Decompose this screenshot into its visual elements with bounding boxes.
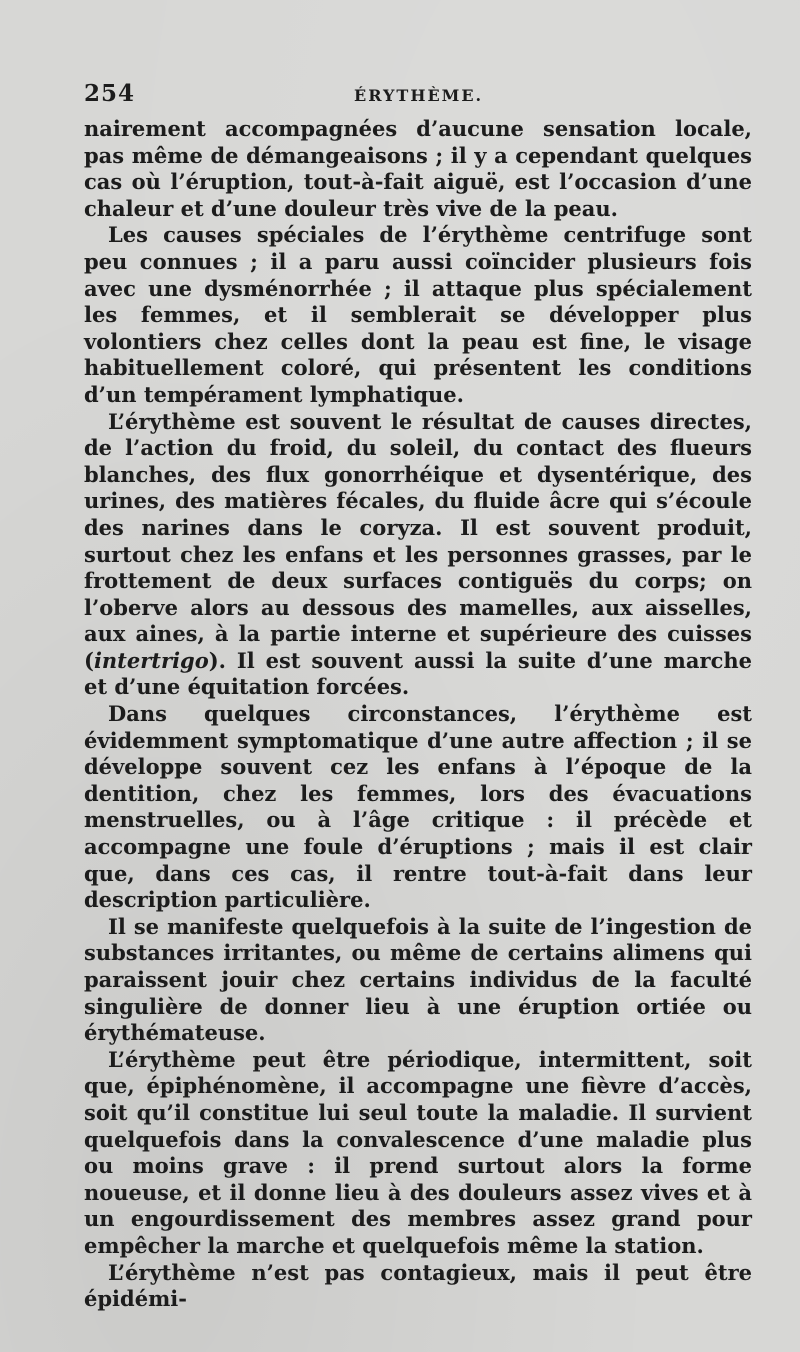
- paragraph-1: nairement accompagnées d’aucune sensation locale, pas même de démangeaisons ; il y a cependant quelques cas où l’éruption, tout-à-fait aiguë, est l’occasion d’une chaleur et d’une douleur très vive de la peau.: [84, 116, 752, 221]
- paragraph-4: Dans quelques circonstances, l’érythème est évidemment symptomatique d’une autre affection ; il se développe souvent cez les enfans à l’époque de la dentition, chez les femmes, lors des évacuations menstruelles, ou à l’âge critique : il précède et accompagne une foule d’éruptions ; mais il est clair que, dans ces cas, il rentre tout-à-fait dans leur description particulière.: [84, 701, 752, 913]
- page-number: 254: [84, 80, 136, 107]
- paragraph-5: Il se manifeste quelquefois à la suite de l’ingestion de substances irritantes, ou même de certains alimens qui paraissent jouir chez certains individus de la faculté singulière de donner lieu à une éruption ortiée ou érythémateuse.: [84, 913, 752, 1046]
- paragraph-2: Les causes spéciales de l’érythème centrifuge sont peu connues ; il a paru aussi coïncider plusieurs fois avec une dysménorrhée ; il attaque plus spécialement les femmes, et il semblerait se développer plus volontiers chez celles dont la peau est fine, le visage habituellement coloré, qui présentent les conditions d’un tempérament lymphatique.: [84, 222, 752, 407]
- paragraph-6: L’érythème peut être périodique, intermittent, soit que, épiphénomène, il accompagne une fièvre d’accès, soit qu’il constitue lui seul toute la maladie. Il survient quelquefois dans la convalescence d’une maladie plus ou moins grave : il prend surtout alors la forme noueuse, et il donne lieu à des douleurs assez vives et à un engourdissement des membres assez grand pour empêcher la marche et quelquefois même la station.: [84, 1046, 752, 1258]
- paragraph-3-text-before: L’érythème est souvent le résultat de causes directes, de l’action du froid, du soleil, du contact des flueurs blanches, des flux gonorrhéique et dysentérique, des urines, des matières fécales, du fluide âcre qui s’écoule des narines dans le coryza. Il est souvent produit, surtout chez les enfans et les personnes grasses, par le frottement de deux surfaces contiguës du corps; on l’oberve alors au dessous des mamelles, aux aisselles, aux aines, à la partie interne et supérieure des cuisses (: [84, 408, 752, 673]
- page-header: [84, 80, 752, 114]
- body-text: [84, 116, 752, 1313]
- paragraph-3-text-after: ). Il est souvent aussi la suite d’une marche et d’une équitation forcées.: [84, 647, 752, 700]
- paragraph-7: L’érythème n’est pas contagieux, mais il peut être épidémi-: [84, 1259, 752, 1312]
- paragraph-3: [84, 409, 752, 702]
- paragraph-3-italic-term: intertrigo: [93, 647, 209, 673]
- running-head: ÉRYTHÈME.: [354, 86, 484, 105]
